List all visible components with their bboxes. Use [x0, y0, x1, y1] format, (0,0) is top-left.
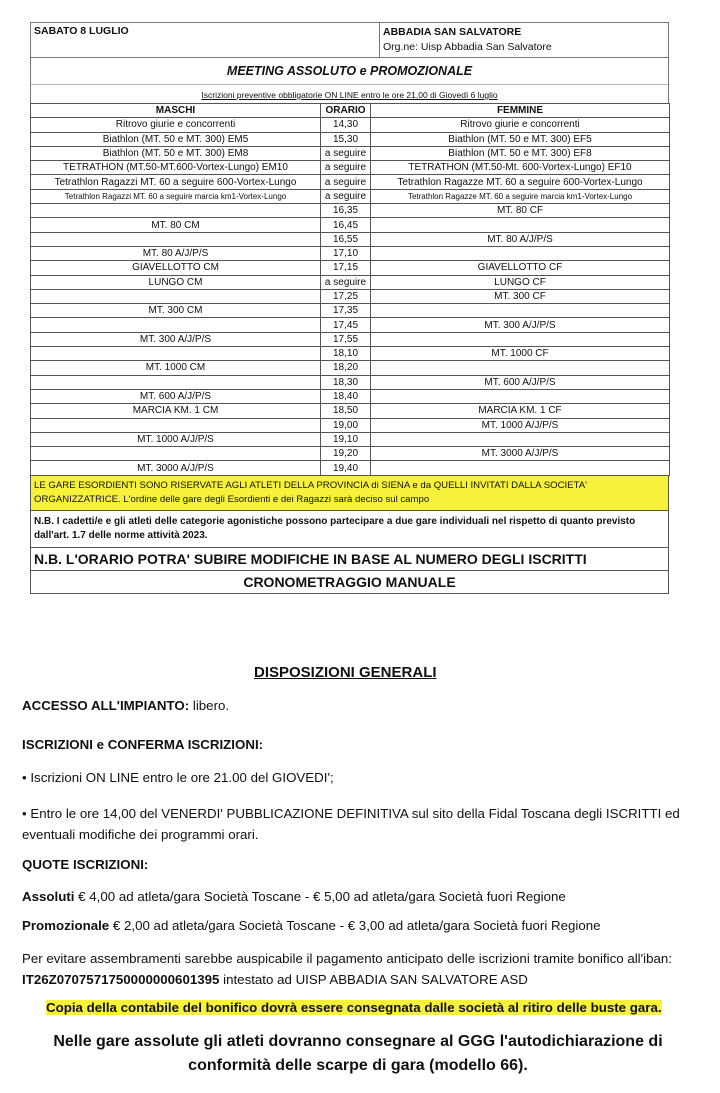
- bullet-online: • Iscrizioni ON LINE entro le ore 21.00 del GIOVEDI';: [22, 770, 334, 785]
- orario-cell: a seguire: [321, 275, 371, 289]
- schedule-body: [31, 118, 670, 475]
- schedule-row: [31, 304, 670, 318]
- orario-cell: 16,45: [321, 218, 371, 232]
- schedule-table: [30, 103, 670, 476]
- maschi-cell: MT. 1000 A/J/P/S: [31, 432, 321, 446]
- assoluti-label: Assoluti: [22, 889, 75, 904]
- orario-cell: 17,15: [321, 261, 371, 275]
- schedule-sheet: [30, 22, 669, 594]
- femmine-cell: [371, 389, 670, 403]
- maschi-cell: LUNGO CM: [31, 275, 321, 289]
- femmine-cell: MT. 1000 A/J/P/S: [371, 418, 670, 432]
- schedule-row: [31, 132, 670, 146]
- maschi-cell: [31, 347, 321, 361]
- orario-cell: a seguire: [321, 189, 371, 203]
- maschi-cell: Tetrathlon Ragazzi MT. 60 a seguire marcia km1-Vortex-Lungo: [31, 189, 321, 203]
- orario-cell: 15,30: [321, 132, 371, 146]
- maschi-cell: TETRATHON (MT.50-MT.600-Vortex-Lungo) EM10: [31, 161, 321, 175]
- promo-label: Promozionale: [22, 918, 110, 933]
- schedule-row: [31, 218, 670, 232]
- schedule-row: [31, 389, 670, 403]
- column-header-orario: ORARIO: [321, 104, 371, 118]
- esordienti-notice: LE GARE ESORDIENTI SONO RISERVATE AGLI ATLETI DELLA PROVINCIA di SIENA e da QUELLI INVITATI DALLA SOCIETA' ORGANIZZATRICE. L'ordine delle gare degli Esordienti e dei Ragazzi sarà deciso sul campo: [30, 476, 669, 511]
- femmine-cell: Tetrathlon Ragazze MT. 60 a seguire marcia km1-Vortex-Lungo: [371, 189, 670, 203]
- femmine-cell: TETRATHON (MT.50-Mt. 600-Vortex-Lungo) EF10: [371, 161, 670, 175]
- quote-assoluti: [22, 889, 566, 904]
- access-line: [22, 698, 229, 713]
- maschi-cell: [31, 418, 321, 432]
- schedule-row: [31, 461, 670, 475]
- orario-cell: 18,10: [321, 347, 371, 361]
- assoluti-text: € 4,00 ad atleta/gara Società Toscane - € 5,00 ad atleta/gara Società fuori Regione: [78, 889, 566, 904]
- orario-cell: 17,10: [321, 246, 371, 260]
- maschi-cell: MT. 1000 CM: [31, 361, 321, 375]
- orario-cell: 19,00: [321, 418, 371, 432]
- schedule-row: [31, 175, 670, 189]
- schedule-change-note: N.B. L'ORARIO POTRA' SUBIRE MODIFICHE IN BASE AL NUMERO DEGLI ISCRITTI: [30, 547, 669, 570]
- bullet-online-text: Iscrizioni ON LINE entro le ore 21.00 del GIOVEDI';: [30, 770, 334, 785]
- femmine-cell: MT. 300 A/J/P/S: [371, 318, 670, 332]
- general-provisions-title: DISPOSIZIONI GENERALI: [254, 664, 437, 681]
- schedule-row: [31, 318, 670, 332]
- femmine-cell: MT. 3000 A/J/P/S: [371, 447, 670, 461]
- meeting-banner: [30, 58, 669, 103]
- femmine-cell: MARCIA KM. 1 CF: [371, 404, 670, 418]
- orario-cell: 17,45: [321, 318, 371, 332]
- orario-cell: 18,20: [321, 361, 371, 375]
- schedule-row: [31, 275, 670, 289]
- schedule-row: [31, 418, 670, 432]
- column-header-femmine: FEMMINE: [371, 104, 670, 118]
- maschi-cell: MT. 80 A/J/P/S: [31, 246, 321, 260]
- maschi-cell: Ritrovo giurie e concorrenti: [31, 118, 321, 132]
- schedule-header-row: [31, 104, 670, 118]
- sheet-header: [30, 22, 669, 58]
- schedule-row: [31, 118, 670, 132]
- access-value: libero.: [192, 698, 230, 713]
- maschi-cell: GIAVELLOTTO CM: [31, 261, 321, 275]
- organizer: Org.ne: Uisp Abbadia San Salvatore: [383, 41, 552, 53]
- event-venue: [379, 23, 669, 57]
- schedule-row: [31, 375, 670, 389]
- venue-name: ABBADIA SAN SALVATORE: [383, 26, 522, 38]
- maschi-cell: [31, 318, 321, 332]
- maschi-cell: [31, 375, 321, 389]
- orario-cell: 17,55: [321, 332, 371, 346]
- femmine-cell: Biathlon (MT. 50 e MT. 300) EF5: [371, 132, 670, 146]
- schedule-row: [31, 404, 670, 418]
- maschi-cell: [31, 447, 321, 461]
- schedule-row: [31, 161, 670, 175]
- schedule-row: [31, 432, 670, 446]
- copia-contabile-text: Copia della contabile del bonifico dovrà essere consegnata dalle società al ritiro delle buste gara.: [46, 1000, 662, 1015]
- event-date: SABATO 8 LUGLIO: [30, 23, 379, 57]
- maschi-cell: MT. 80 CM: [31, 218, 321, 232]
- femmine-cell: GIAVELLOTTO CF: [371, 261, 670, 275]
- orario-cell: 19,20: [321, 447, 371, 461]
- maschi-cell: MT. 300 A/J/P/S: [31, 332, 321, 346]
- maschi-cell: Tetrathlon Ragazzi MT. 60 a seguire 600-Vortex-Lungo: [31, 175, 321, 189]
- maschi-cell: MARCIA KM. 1 CM: [31, 404, 321, 418]
- femmine-cell: Tetrathlon Ragazze MT. 60 a seguire 600-Vortex-Lungo: [371, 175, 670, 189]
- femmine-cell: Ritrovo giurie e concorrenti: [371, 118, 670, 132]
- orario-cell: 19,10: [321, 432, 371, 446]
- femmine-cell: Biathlon (MT. 50 e MT. 300) EF8: [371, 146, 670, 160]
- femmine-cell: LUNGO CF: [371, 275, 670, 289]
- cadetti-note: N.B. I cadetti/e e gli atleti delle categorie agonistiche possono partecipare a due gare individuali nel rispetto di quanto previsto dall'art. 1.7 delle norme attività 2023.: [30, 511, 669, 547]
- maschi-cell: Biathlon (MT. 50 e MT. 300) EM8: [31, 146, 321, 160]
- femmine-cell: [371, 361, 670, 375]
- iscrizioni-title: ISCRIZIONI e CONFERMA ISCRIZIONI:: [22, 737, 264, 752]
- schedule-row: [31, 347, 670, 361]
- copia-contabile: [46, 1000, 662, 1015]
- timing-note: CRONOMETRAGGIO MANUALE: [30, 570, 669, 594]
- orario-cell: a seguire: [321, 175, 371, 189]
- orario-cell: 16,35: [321, 204, 371, 218]
- closing-note: Nelle gare assolute gli atleti dovranno consegnare al GGG l'autodichiarazione di conformità delle scarpe di gara (modello 66).: [53, 1033, 663, 1074]
- intestato: intestato ad UISP ABBADIA SAN SALVATORE ASD: [223, 972, 528, 987]
- maschi-cell: MT. 3000 A/J/P/S: [31, 461, 321, 475]
- femmine-cell: MT. 1000 CF: [371, 347, 670, 361]
- femmine-cell: MT. 80 CF: [371, 204, 670, 218]
- orario-cell: 16,55: [321, 232, 371, 246]
- promo-text: € 2,00 ad atleta/gara Società Toscane - € 3,00 ad atleta/gara Società fuori Regione: [112, 918, 601, 933]
- orario-cell: 19,40: [321, 461, 371, 475]
- registration-note: Iscrizioni preventive obbligatorie ON LINE entro le ore 21,00 di Giovedì 6 luglio: [201, 90, 498, 100]
- femmine-cell: MT. 80 A/J/P/S: [371, 232, 670, 246]
- schedule-row: [31, 204, 670, 218]
- femmine-cell: [371, 332, 670, 346]
- schedule-row: [31, 332, 670, 346]
- bullet-pubblicazione-text: Entro le ore 14,00 del VENERDI' PUBBLICAZIONE DEFINITIVA sul sito della Fidal Toscana degli ISCRITTI ed eventuali modifiche dei programmi orari.: [22, 806, 680, 842]
- orario-cell: a seguire: [321, 146, 371, 160]
- bonifico-text: Per evitare assembramenti sarebbe auspicabile il pagamento anticipato delle iscrizioni tramite bonifico all'iban:: [22, 951, 672, 966]
- orario-cell: 18,50: [321, 404, 371, 418]
- femmine-cell: [371, 304, 670, 318]
- iban: IT26Z0707571750000000601395: [22, 972, 220, 987]
- schedule-row: [31, 189, 670, 203]
- femmine-cell: [371, 218, 670, 232]
- femmine-cell: MT. 600 A/J/P/S: [371, 375, 670, 389]
- schedule-row: [31, 289, 670, 303]
- orario-cell: 14,30: [321, 118, 371, 132]
- orario-cell: 18,40: [321, 389, 371, 403]
- schedule-row: [31, 361, 670, 375]
- schedule-row: [31, 232, 670, 246]
- schedule-row: [31, 146, 670, 160]
- femmine-cell: [371, 246, 670, 260]
- schedule-row: [31, 261, 670, 275]
- orario-cell: 17,25: [321, 289, 371, 303]
- bonifico-paragraph: [22, 948, 692, 990]
- orario-cell: 18,30: [321, 375, 371, 389]
- femmine-cell: [371, 432, 670, 446]
- schedule-row: [31, 447, 670, 461]
- access-label: ACCESSO ALL'IMPIANTO:: [22, 698, 190, 713]
- maschi-cell: [31, 289, 321, 303]
- maschi-cell: MT. 600 A/J/P/S: [31, 389, 321, 403]
- orario-cell: a seguire: [321, 161, 371, 175]
- meeting-title: MEETING ASSOLUTO e PROMOZIONALE: [31, 58, 668, 85]
- maschi-cell: MT. 300 CM: [31, 304, 321, 318]
- femmine-cell: MT. 300 CF: [371, 289, 670, 303]
- bullet-pubblicazione: • Entro le ore 14,00 del VENERDI' PUBBLICAZIONE DEFINITIVA sul sito della Fidal Toscana degli ISCRITTI ed eventuali modifiche dei programmi orari.: [22, 806, 680, 842]
- quote-promozionale: [22, 918, 601, 933]
- column-header-maschi: MASCHI: [31, 104, 321, 118]
- orario-cell: 17,35: [321, 304, 371, 318]
- femmine-cell: [371, 461, 670, 475]
- maschi-cell: [31, 204, 321, 218]
- maschi-cell: Biathlon (MT. 50 e MT. 300) EM5: [31, 132, 321, 146]
- maschi-cell: [31, 232, 321, 246]
- quote-title: QUOTE ISCRIZIONI:: [22, 857, 149, 872]
- schedule-row: [31, 246, 670, 260]
